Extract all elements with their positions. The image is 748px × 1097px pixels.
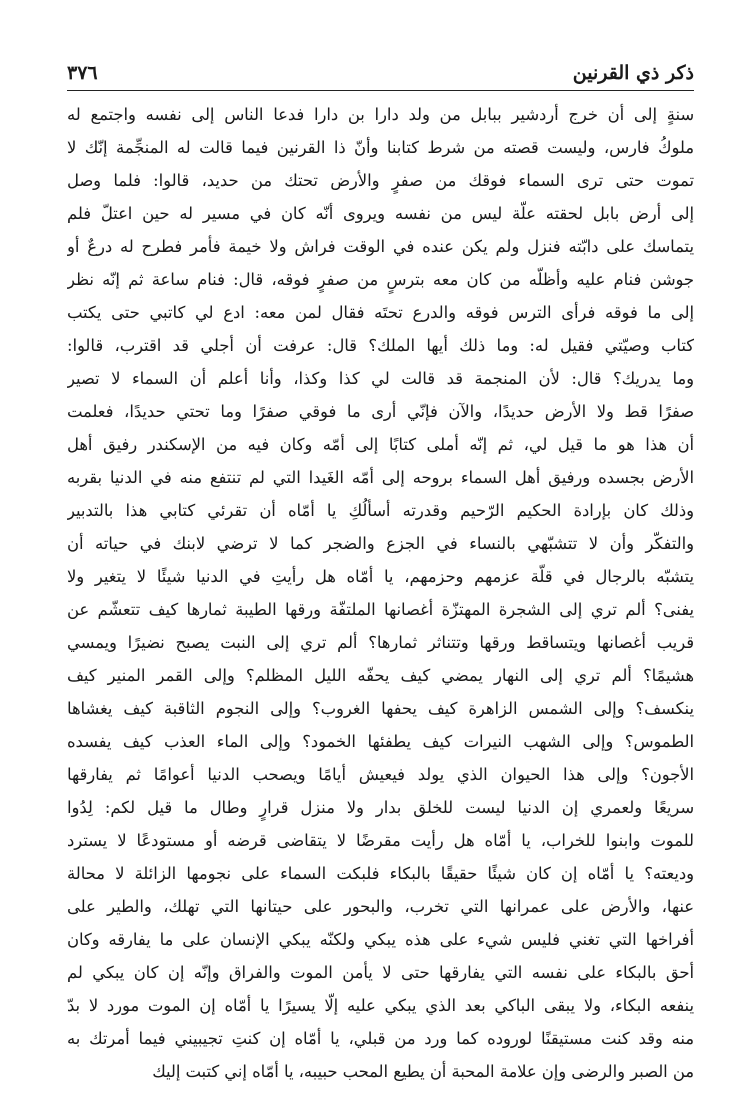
text-line: سريعًا ولعمري إن الدنيا ليست للخلق بدار ولا منزل قرارٍ وطال ما قيل لكم: لِدُوا xyxy=(67,798,694,817)
text-line: يفنى؟ ألم تري إلى الشجرة المهتزّة أغصانها الملتفّة ورقها الطيبة ثمارها كيف تتعشّم عن xyxy=(67,600,694,619)
text-line: سنةٍ إلى أن خرج أردشير ببابل من ولد دارا بن دارا فدعا الناس إلى نفسه واجتمع له xyxy=(67,105,694,124)
text-line: أحق بالبكاء على نفسه التي يفارقها حتى لا يأمن الموت والفراق وإنّه إن كان يبكي لم xyxy=(67,963,694,982)
text-line: منه وقد كنت مستيقنًا لوروده كما ورد من قبلي، يا أمّاه إن كنتِ تجيبيني فيما أمرتك به xyxy=(67,1029,694,1048)
text-line: قريب أغصانها ويتساقط ورقها وتتناثر ثمارها؟ ألم تري إلى النبت يصبح نضيرًا ويمسي xyxy=(67,633,694,652)
text-line: وديعته؟ يا أمّاه إن كان شيئًا حقيقًا بالبكاء فلبكت السماء على نجومها الزائلة لا محالة xyxy=(67,864,694,883)
text-line: يتشبّه بالرجال في قلّة عزمهم وحزمهم، يا أمّاه هل رأيتِ في الدنيا شيئًا لا يتغير ولا xyxy=(67,567,694,586)
chapter-title: ذكر ذي القرنين xyxy=(572,62,694,84)
text-line: تموت حتى ترى السماء فوقك من صفرٍ والأرض تحتك من حديد، قالوا: فلما وصل xyxy=(67,171,694,190)
text-line: من الصبر والرضى وإن علامة المحبة أن يطيع المحب حبيبه، يا أمّاه إني كتبت إليك xyxy=(152,1062,694,1081)
body-text xyxy=(67,98,694,1088)
text-line: ينفعه البكاء، ولا يبقى الباكي بعد الذي يبكي عليه إلّا يسيرًا يا أمّاه إن الموت مورد لا بدّ xyxy=(67,996,694,1015)
text-line: وما يدريك؟ قال: لأن المنجمة قد قالت لي كذا وكذا، وأنا أعلم أن السماء لا تصير xyxy=(67,369,694,388)
page-header xyxy=(67,56,694,90)
text-line: كتاب وصيّتي فقيل له: وما ذلك أيها الملك؟ قال: عرفت أن أجلي قد اقترب، قالوا: xyxy=(67,336,694,355)
text-line: إلى أرض بابل لحقته علّة ليس من نفسه ويروى أنّه كان في مسير له حين اعتلّ فلم xyxy=(67,204,694,223)
text-line: أن هذا هو ما قيل لي، ثم إنّه أملى كتابًا إلى أمّه وكان فيه من الإسكندر رفيق أهل xyxy=(67,435,694,454)
text-line: للموت وابنوا للخراب، يا أمّاه هل رأيت مقرضًا لا يتقاضى قرضه أو مستودعًا لا يسترد xyxy=(67,831,694,850)
text-line: عنها، والأرض على عمرانها التي تخرب، والبحور على حيتانها التي تهلك، والطير على xyxy=(67,897,694,916)
header-divider xyxy=(67,90,694,91)
text-line: الطموس؟ وإلى الشهب النيرات كيف يطفئها الخمود؟ وإلى الماء العذب كيف يفسده xyxy=(67,732,694,751)
text-line: الأجون؟ وإلى هذا الحيوان الذي يولد فيعيش أيامًا ويصحب الدنيا أعوامًا ثم يفارقها xyxy=(67,765,694,784)
text-line: الأرض بجسده ورفيق أهل السماء بروحه إلى أمّه الغَيدا التي لم تنتفع منه في الدنيا بقربه xyxy=(67,468,694,487)
text-line: يتماسك على دابّته فنزل ولم يكن عنده في الوقت فراش ولا خيمة فأمر فطرح له درعٌ أو xyxy=(67,237,694,256)
text-line: صفرًا قط ولا الأرض حديدًا، والآن فإنّي أرى ما فوقي صفرًا وما تحتي حديدًا، فعلمت xyxy=(67,402,694,421)
text-line: والتفكّر وأن لا تتشبّهي بالنساء في الجزع والضجر كما لا ترضي لابنك في حياته أن xyxy=(67,534,694,553)
text-line: جوشن فنام عليه وأظلّه من كان معه بترسٍ من صفرٍ فوقه، قال: فنام ساعة ثم إنّه نظر xyxy=(67,270,694,289)
text-line: أفراخها التي تغني فليس شيء على هذه يبكي ولكنّه يبكي الإنسان على ما يفارقه وكان xyxy=(67,930,694,949)
text-line: وذلك كان بإرادة الحكيم الرّحيم وقدرته أسألُكِ يا أمّاه أن تقرئي كتابي هذا بالتدبير xyxy=(67,501,694,520)
text-line: ملوكُ فارس، وليست قصته من شرط كتابنا وأنّ ذا القرنين فيما قالت له المنجِّمة إنّك لا xyxy=(67,138,694,157)
text-line: ينكسف؟ وإلى الشمس الزاهرة كيف يحفها الغروب؟ وإلى النجوم الثاقبة كيف يغشاها xyxy=(67,699,694,718)
page-number: ٣٧٦ xyxy=(67,62,98,84)
text-line: هشيمًا؟ ألم تري إلى النهار يمضي كيف يحفّه الليل المظلم؟ وإلى القمر المنير كيف xyxy=(67,666,694,685)
text-line: إلى ما فوقه فرأى الترس فوقه والدرع تحتَه فقال لمن معه: ادع لي كاتبي حتى يكتب xyxy=(67,303,694,322)
